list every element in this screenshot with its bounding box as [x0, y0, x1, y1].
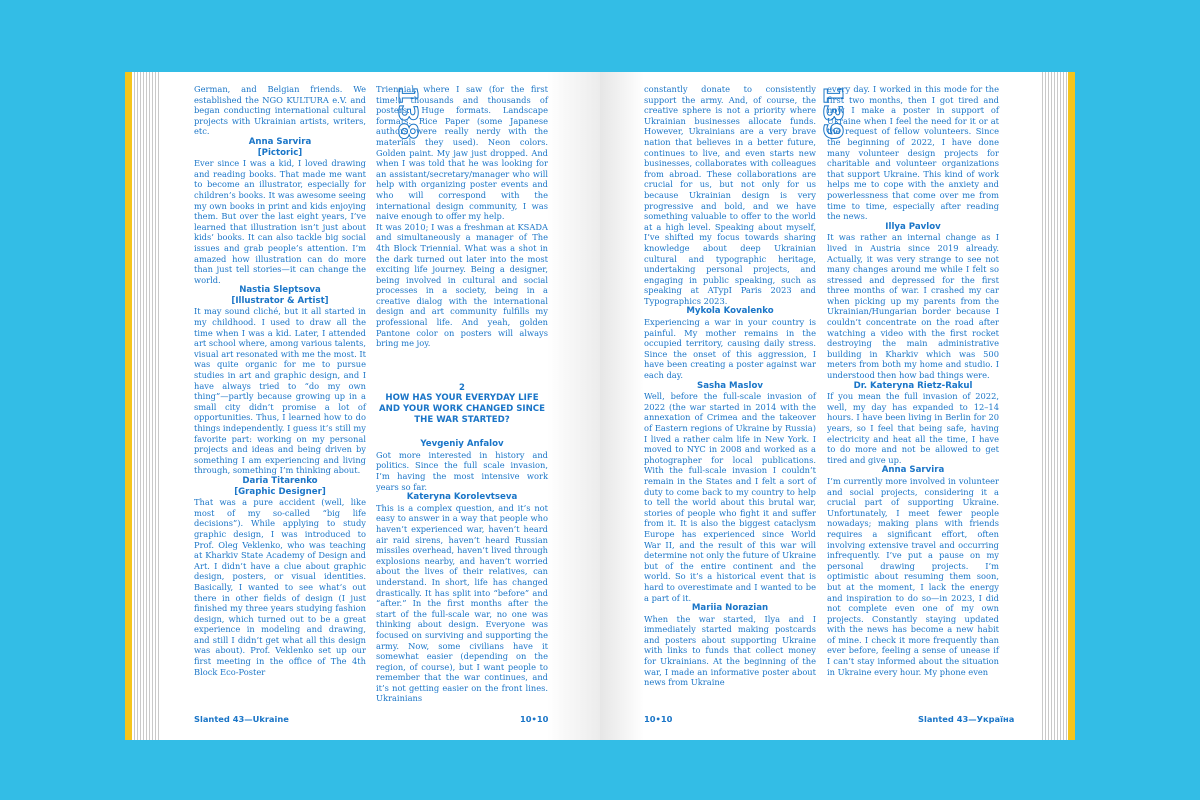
- left-page: [160, 72, 600, 740]
- page-stack-left: [132, 72, 160, 740]
- footer-title: Slanted 43—Ukraine: [194, 714, 289, 724]
- contributor-name: Mykola Kovalenko: [686, 306, 774, 317]
- contributor-name: Anna Sarvira: [248, 136, 312, 147]
- page-stack-right: [1040, 72, 1068, 740]
- left-page-column-2: [376, 84, 548, 704]
- contributor-name: Kateryna Korolevtseva: [406, 492, 518, 503]
- body-paragraph: Experiencing a war in your country is painful. My mother remains in the occupied territory, causing daily stress. Since the onset of this aggression, I have been creating a poster against war each day.: [644, 317, 816, 381]
- body-paragraph: It may sound cliché, but it all started in my childhood. I used to draw all the time when I was a kid. Later, I attended art school where, among various talents, visual art resonated with me the most. It was quite organic for me to pursue studies in art and graphic design, and I have always tried to “do my own thing”—partly because growing up in a small city didn’t promise a lot of opportunities. Thus, I learned how to do things independently. I guess it’s still my favorite part: working on my personal projects and ideas and being driven by something I am experiencing and living through, something I’m thinking about.: [194, 306, 366, 476]
- body-paragraph: Ever since I was a kid, I loved drawing and reading books. That made me want to become an illustrator, especially for children’s books. It was awesome seeing my own books in print and kids enjoying them. But over the last eight years, I’ve learned that illustration isn’t just about kids’ books. It can also tackle big social issues and grab people’s attention. I’m amazed how illustration can do more than just tell stories—it can change the world.: [194, 158, 366, 285]
- right-page-column-1: [644, 84, 816, 694]
- open-magazine: [125, 72, 1075, 740]
- body-paragraph: That was a pure accident (well, like most of my so-called “big life decisions”). While applying to study graphic design, I was introduced to Prof. Oleg Veklenko, who was teaching at Kharkiv State Academy of Design and Art. I didn’t have a clue about graphic design, posters, or visual identities. Basically, I wanted to see what’s out there in other fields of design (I just finished my three years studying fashion design, which turned out to be a great experience in modeling and drawing, and still I didn’t get what all this design was about). Prof. Veklenko set up our first meeting in the office of The 4th Block Eco-Poster: [194, 497, 366, 677]
- question-heading: HOW HAS YOUR EVERYDAY LIFE AND YOUR WORK CHANGED SINCE THE WAR STARTED?: [379, 393, 545, 425]
- right-page-column-2: [827, 84, 999, 694]
- body-paragraph: This is a complex question, and it’s not easy to answer in a way that people who haven’t experienced war, haven’t heard air raid sirens, haven’t heard Russian missiles overhead, haven’t lived through explosions nearby, and haven’t worried about the lives of their relatives, can understand. In short, life has changed drastically. It has split into “before” and “after.” In the first months after the start of the full-scale war, no one was thinking about design. Everyone was focused on surviving and supporting the army. Now, some civilians have it somewhat easier (depending on the region, of course), but I want people to remember that the war continues, and it’s not getting easier on the front lines. Ukrainians: [376, 502, 548, 704]
- contributor-name: Mariia Norazian: [691, 603, 769, 614]
- right-page: [600, 72, 1040, 740]
- cover-edge-left: [125, 72, 132, 740]
- body-paragraph: Well, before the full-scale invasion of 2022 (the war started in 2014 with the annexation of Crimea and the takeover of Eastern regions of Ukraine by Russia) I lived a rather calm life in New York. I moved to NYC in 2008 and worked as a photographer for local publications. With the full-scale invasion I couldn’t remain in the States and I felt a sort of duty to come back to my country to help to tell the world about this brutal war, stories of people who fight it and suffer from it. It is also the biggest cataclysm Europe has experienced since World War II, and the result of this war will determine not only the future of Ukraine but of the entire continent and the world. So it’s a historical event that is hard to overestimate and I wanted to be a part of it.: [644, 391, 816, 603]
- contributor-name: Anna Sarvira: [881, 465, 945, 476]
- question-number: 2: [459, 382, 465, 393]
- contributor-name: Dr. Kateryna Rietz-Rakul: [853, 380, 973, 391]
- body-paragraph: If you mean the full invasion of 2022, well, my day has expanded to 12–14 hours. I have been living in Berlin for 20 years, so I feel that being safe, having electricity and heat all the time, I have to do more and not be allowed to get tired and give up.: [827, 391, 999, 465]
- left-page-column-1: [194, 84, 366, 694]
- body-paragraph: Got more interested in history and politics. Since the full scale invasion, I’m having the most intensive work years so far.: [376, 449, 548, 492]
- contributor-name: Daria Titarenko: [242, 475, 318, 486]
- body-paragraph: Triennial, where I saw (for the first time!) thousands and thousands of posters. Huge formats. Landscape formats. Rice Paper (some Japanese authors were really nerdy with the materials they used). Neon colors. Golden paint. My jaw just dropped. And when I was told that he was looking for an assistant/secretary/manager who will help with organizing poster events and who will correspond with the international design community, I was naive enough to offer my help.: [376, 84, 548, 222]
- body-paragraph: constantly donate to consistently support the army. And, of course, the creative sphere is not a priority where Ukrainian businesses allocate funds. However, Ukrainians are a very brave nation that believes in a better future, continues to live, and even starts new businesses, collaborates with colleagues from abroad. These collaborations are crucial for us, but not only for us because Ukrainian design is very progressive and bold, and we have something valuable to offer to the world at a high level. Speaking about myself, I’ve shifted my focus towards sharing knowledge about deep Ukrainian cultural and typographic heritage, undertaking personal projects, and engaging in public speaking, such as speaking at ATypI Paris 2023 and Typographics 2023.: [644, 84, 816, 306]
- footer-title: Slanted 43—Україна: [918, 714, 1015, 724]
- contributor-name: [Graphic Designer]: [234, 486, 326, 497]
- contributor-name: Illya Pavlov: [885, 221, 941, 232]
- page-number: 139: [817, 86, 847, 141]
- body-paragraph: It was 2010; I was a freshman at KSADA and simultaneously a manager of The 4th Block Triennial. What was a shot in the dark turned out later into the most exciting life journey. Being a designer, being involved in cultural and social processes in a society, being in a creative dialog with the international design and art community fulfills my professional life. And yeah, golden Pantone color on posters will always bring me joy.: [376, 221, 548, 349]
- footer-issue: 10•10: [520, 714, 549, 724]
- body-paragraph: It was rather an internal change as I lived in Austria since 2019 already. Actually, it was very strange to see not many changes around me while I felt so stressed and depressed for the first three months of war. I crashed my car when picking up my parents from the Ukrainian/Hungarian border because I couldn’t concentrate on the road after watching a video with the first rocket destroying the main administrative building in Kharkiv which was 500 meters from both my home and studio. I understood then how bad things were.: [827, 232, 999, 381]
- body-paragraph: I’m currently more involved in volunteer and social projects, considering it a crucial part of supporting Ukraine. Unfortunately, I meet fewer people nowadays; making plans with friends requires a significant effort, often involving extensive travel and occurring infrequently. I’ve put a pause on my personal drawing projects. I’m optimistic about resuming them soon, but at the moment, I lack the energy and inspiration to do so—in 2023, I did not complete even one of my own projects. Constantly staying updated with the news has become a new habit of mine. I check it more frequently than ever before, feeling a sense of unease if I can’t stay informed about the situation in Ukraine every hour. My phone even: [827, 475, 999, 677]
- contributor-name: Yevgeniy Anfalov: [420, 439, 504, 450]
- contributor-name: [Illustrator & Artist]: [231, 295, 329, 306]
- body-paragraph: every day. I worked in this mode for the first two months, then I got tired and now I make a poster in support of Ukraine when I feel the need for it or at the request of fellow volunteers. Since the beginning of 2022, I have done many volunteer design projects for charitable and volunteer organizations that support Ukraine. This kind of work helps me to cope with the anxiety and powerlessness that come over me from time to time, especially after reading the news.: [827, 84, 999, 222]
- contributor-name: Nastia Sleptsova: [239, 285, 321, 296]
- contributor-name: Sasha Maslov: [697, 380, 763, 391]
- contributor-name: [Pictoric]: [257, 147, 303, 158]
- cover-edge-right: [1068, 72, 1075, 740]
- page-number: 138: [392, 86, 422, 141]
- body-paragraph: When the war started, Ilya and I immediately started making postcards and posters about supporting Ukraine with links to funds that collect money for Ukrainians. At the beginning of the war, I made an informative poster about news from Ukraine: [644, 613, 816, 688]
- footer-issue: 10•10: [644, 714, 673, 724]
- body-paragraph: German, and Belgian friends. We established the NGO KULTURA e.V. and began conducting international cultural projects with Ukrainian artists, writers, etc.: [194, 84, 366, 137]
